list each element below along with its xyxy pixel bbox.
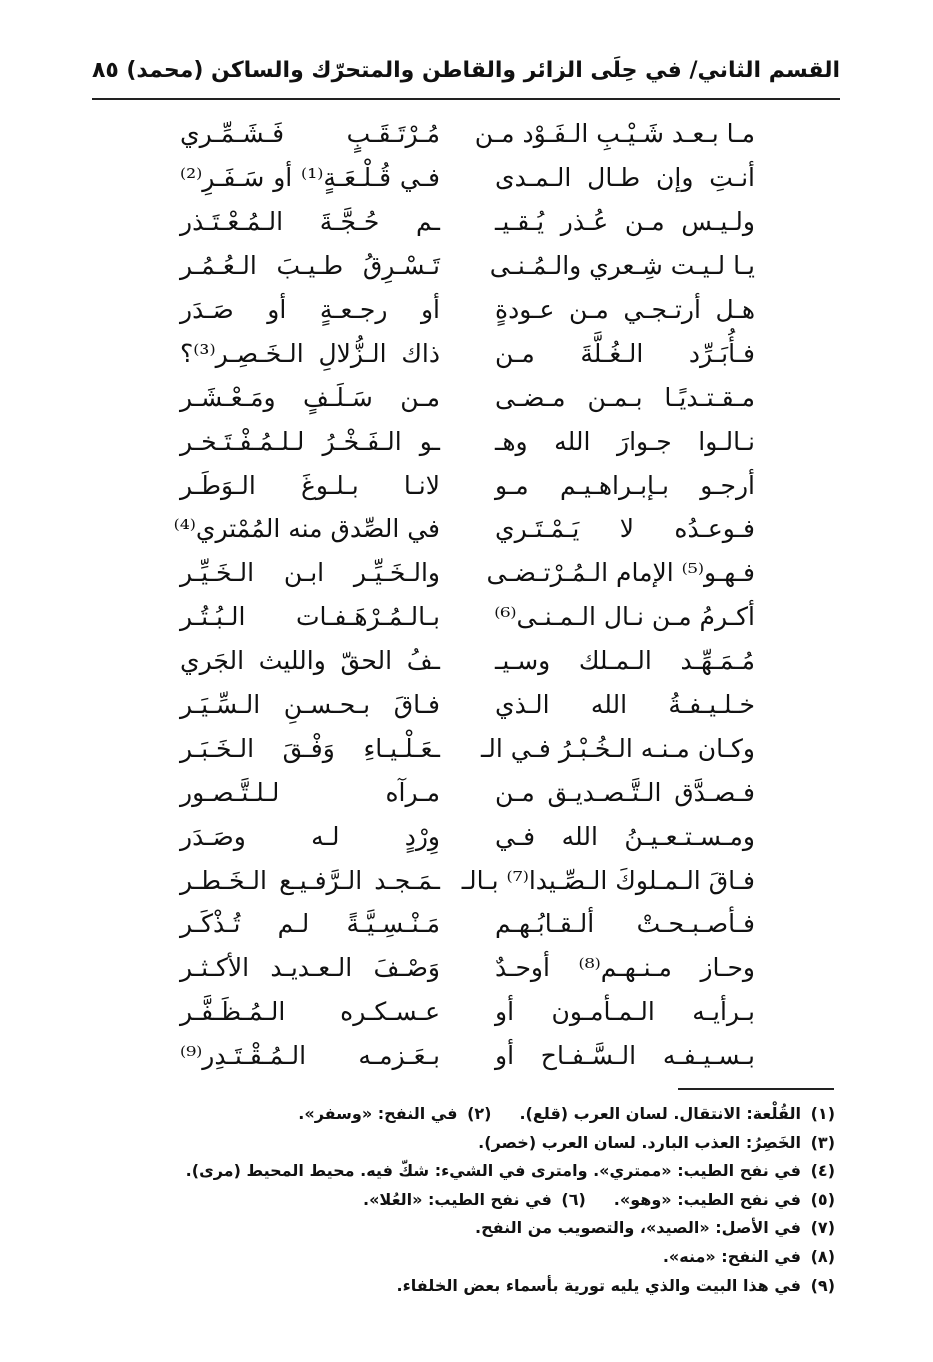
footnote-number: (٧) <box>810 1218 835 1238</box>
footnote-text: الخَصِرُ: العذب البارد. لسان العرب (خصر). <box>478 1132 801 1152</box>
verse <box>180 375 755 419</box>
footnote-text: في الأصل: «الصيد»، والتصويب من النفح. <box>475 1218 801 1238</box>
verse <box>180 244 755 288</box>
footnote-text: في نفح الطيب: «وهو». <box>613 1189 801 1209</box>
hemistich-second: والـخَـيِّـر ابـن الـخَـيِّـر <box>180 558 440 588</box>
hemistich-second: مُـرْتَـقَـبٍ فَـشَـمِّـري <box>180 119 440 149</box>
verse <box>180 156 755 200</box>
hemistich-second: ذاك الـزُّلالِ الـخَـصِـر⁽³⁾؟ <box>180 338 440 368</box>
footnote-rule <box>678 1088 834 1090</box>
verse <box>180 946 755 990</box>
hemistich-second: عـسـكـره الـمُـظَـفَّـر <box>180 997 440 1027</box>
verse <box>180 595 755 639</box>
footnote <box>195 1100 835 1129</box>
hemistich-second: بـعَـزمـه الـمُـقْـتَـدِر⁽⁹⁾ <box>180 1041 440 1071</box>
footnote-text: في هذا البيت والذي يليه تورية بأسماء بعض الخلفاء. <box>396 1275 801 1295</box>
verse <box>180 463 755 507</box>
running-title: القسم الثاني/ في حِلَى الزائر والقاطن والمتحرّك والساكن (محمد) <box>126 58 840 83</box>
hemistich-first: مـا بـعـد شَـيْـبِ الـفَـوْد مـن <box>474 119 755 149</box>
hemistich-first: وحـاز مـنـهـم⁽⁸⁾ أوحـدٌ <box>495 953 755 983</box>
footnote <box>195 1129 835 1158</box>
footnote-text: في النفح: «منه». <box>662 1246 801 1266</box>
page-header <box>92 58 840 96</box>
hemistich-first: بـرأيـه الـمـأمـون أو <box>495 997 755 1027</box>
footnote-number: (٣) <box>810 1132 835 1152</box>
verse <box>180 990 755 1034</box>
verse <box>180 902 755 946</box>
hemistich-first: أرجـو بـإبـراهـيـم مـو <box>495 470 755 500</box>
verse <box>180 683 755 727</box>
hemistich-first: ولـيـس مـن عُـذر يُـقـيـ <box>495 207 755 237</box>
hemistich-second: ـعَـلْـيـاءِ وَفْـقَ الـخَـبَـر <box>180 733 440 763</box>
verse <box>180 726 755 770</box>
footnote-text: القُلْعة: الانتقال. لسان العرب (قلع). <box>519 1104 801 1123</box>
hemistich-first: مُـمَـهِّـد الـمـلك وسـيـ <box>495 646 755 676</box>
verse <box>180 551 755 595</box>
verse <box>173 507 755 551</box>
footnote-number: (٥) <box>810 1189 835 1209</box>
footnote-number: (٢) <box>467 1104 492 1123</box>
hemistich-second: تَـسْـرِقُ طـيـبَ الـعُـمُـر <box>180 251 440 281</box>
verse <box>180 770 755 814</box>
hemistich-second: في الصِّدق منه المُمْتري⁽⁴⁾ <box>173 514 440 544</box>
hemistich-first: فـهـو⁽⁵⁾ الإمام الـمُـرْتـضـى <box>486 558 755 588</box>
footnote-number: (٤) <box>810 1161 835 1181</box>
hemistich-second: مـرآه لـلـتَّـصـور <box>180 777 440 807</box>
verse <box>180 814 755 858</box>
hemistich-second: فـي قُـلْـعَـةٍ⁽¹⁾ أو سَـفَـرِ⁽²⁾ <box>180 163 440 193</box>
hemistich-first: فـأصـبـحـتْ ألـقـابُـهـم <box>495 909 755 939</box>
hemistich-first: فـصـدَّق الـتَّـصـديـق مـن <box>495 777 755 807</box>
footnote-number: (٨) <box>810 1246 835 1266</box>
poem <box>173 112 755 1078</box>
hemistich-first: بـسـيـفـه الـسَّـفـاح أو <box>495 1041 755 1071</box>
verse <box>180 639 755 683</box>
hemistich-second: ـفُ الحقّ والليث الجَري <box>180 646 440 676</box>
footnote-number: (٦) <box>561 1189 586 1209</box>
header-rule <box>92 98 840 100</box>
footnote-text: في النفح: «وسفر». <box>298 1104 458 1123</box>
hemistich-second: مـن سَـلَـفٍ ومَـعْـشَـر <box>180 382 440 412</box>
hemistich-first: مـقـتـديًـا بـمـن مـضـى <box>495 382 755 412</box>
verse <box>180 288 755 332</box>
hemistich-first: أنـتِ وإن طـال الـمـدى <box>495 163 755 193</box>
hemistich-first: أكـرمُ مـن نـال الـمـنـى⁽⁶⁾ <box>494 602 755 632</box>
verse <box>180 419 755 463</box>
footnote-number: (٩) <box>810 1275 835 1295</box>
footnote-number: (١) <box>810 1104 835 1123</box>
page-number: ٨٥ <box>92 58 119 83</box>
hemistich-second: لانـا بـلـوغَ الـوَطَـر <box>180 470 440 500</box>
footnotes <box>185 1100 835 1300</box>
hemistich-second: أو رجـعـةٍ أو صَـدَر <box>180 295 440 324</box>
hemistich-second: ـم حُـجَّـةَ الـمُـعْـتَـذر <box>180 207 440 237</box>
hemistich-second: فـاقَ بـحـسـنِ الـسِّـيَـر <box>180 690 440 720</box>
verse <box>180 331 755 375</box>
footnote-text: في نفح الطيب: «العُلا». <box>363 1189 552 1209</box>
hemistich-first: يـا لـيـت شِـعري والـمُـنـى <box>489 251 755 281</box>
hemistich-first: نـالـوا جـوارَ الله وهـ <box>495 426 755 456</box>
hemistich-first: خـلـيـفـةُ الله الـذي <box>495 690 755 720</box>
hemistich-second: بـالـمُـرْهَـفـات الـبُـتُـر <box>180 602 440 632</box>
footnote <box>195 1243 835 1272</box>
verse <box>180 1034 755 1078</box>
hemistich-first: ومـسـتـعـيـنُ الله فـي <box>495 821 755 851</box>
hemistich-first: فـوعـدُه لا يَـمْـتَـري <box>495 514 755 544</box>
hemistich-second: وَصْـفَ الـعـديـد الأكـثـر <box>180 953 440 983</box>
hemistich-first: هـل أرتـجـي مـن عـودةٍ <box>495 295 755 324</box>
hemistich-second: ـمَـجـد الـرَّفـيـع الـخَـطـر <box>180 865 440 895</box>
verse <box>180 112 755 156</box>
verse <box>180 200 755 244</box>
footnote <box>195 1186 835 1215</box>
hemistich-first: وكـان مـنـه الـخُـبْـرُ فـي الـ <box>480 733 755 763</box>
verse <box>180 858 755 902</box>
footnote <box>185 1157 835 1186</box>
hemistich-first: فـاقَ الـمـلوكَ الـصِّـيدا⁽⁷⁾ بـالـ <box>461 865 755 895</box>
footnote <box>195 1272 835 1301</box>
hemistich-second: ـو الـفَـخْـرُ لـلـمُـفْـتَـخـر <box>180 426 440 456</box>
hemistich-second: وِرْدٍ لـه وصَـدَر <box>180 821 440 851</box>
footnote <box>195 1214 835 1243</box>
footnote-text: في نفح الطيب: «ممتري». وامترى في الشيء: شكّ فيه. محيط المحيط (مرى). <box>185 1161 801 1181</box>
hemistich-first: فـأُبَـرِّد الـغُـلَّةَ مـن <box>495 338 755 368</box>
hemistich-second: مَـنْـسِـيَّـةً لـم تُـذْكَـر <box>180 909 440 939</box>
